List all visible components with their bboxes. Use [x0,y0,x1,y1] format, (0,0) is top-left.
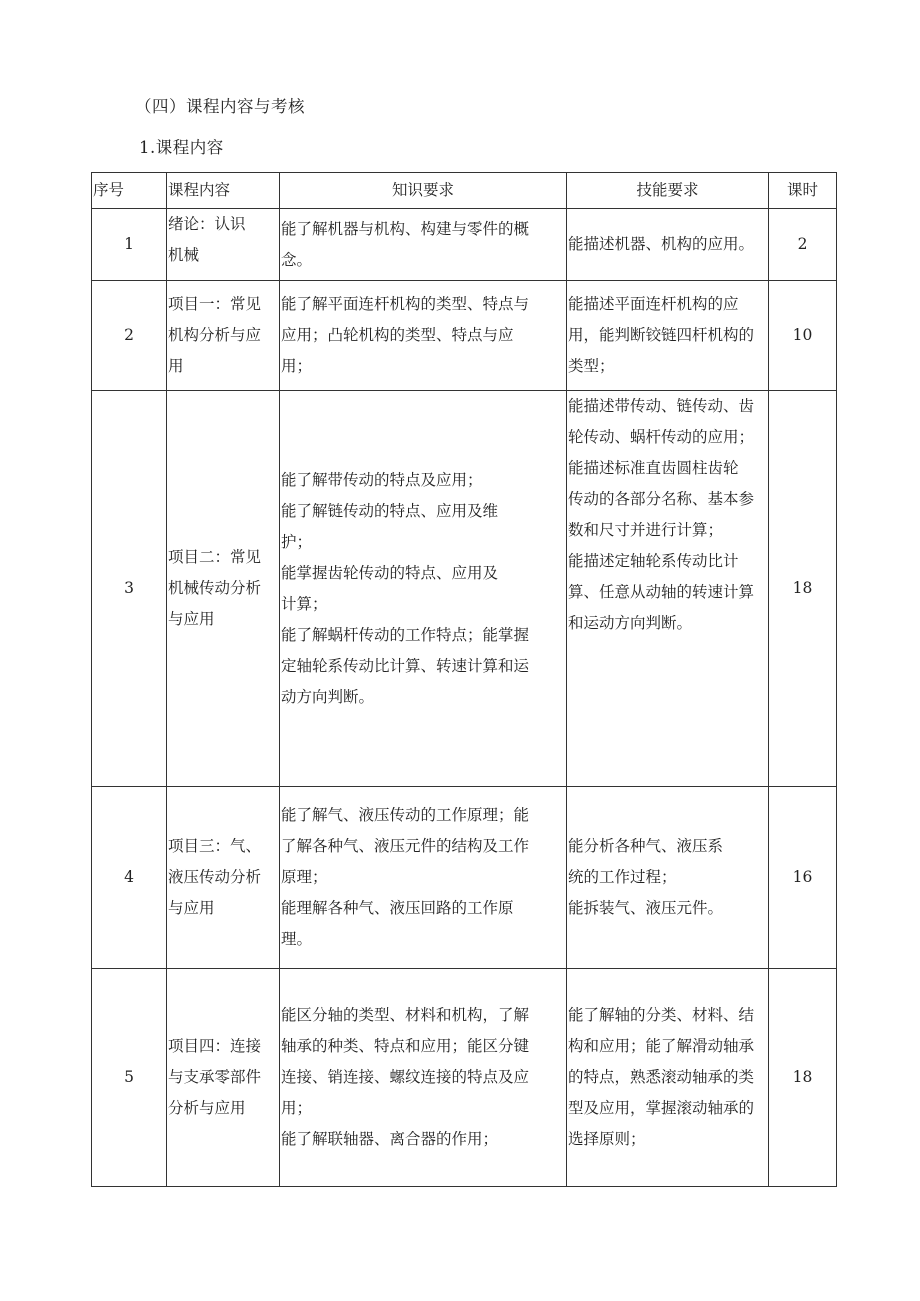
cell-hours: 2 [769,209,837,281]
cell-content-line: 绪论：认识 [168,215,246,233]
table-row [92,209,837,281]
cell-knowledge-line: 应用；凸轮机构的类型、特点与应 [281,326,514,344]
cell-knowledge [280,969,567,1187]
cell-skill-line: 能描述定轴轮系传动比计 [568,552,739,570]
cell-skill [567,209,769,281]
cell-knowledge-line: 能了解蜗杆传动的工作特点；能掌握 [281,625,530,644]
cell-hours: 16 [769,787,837,969]
cell-knowledge-line: 动方向判断。 [281,687,375,706]
cell-content-line: 项目四：连接 [168,1037,262,1055]
cell-content-line: 项目二：常见 [168,548,262,566]
cell-hours: 18 [769,969,837,1187]
cell-content-line: 与应用 [168,610,215,628]
cell-knowledge-line: 能了解平面连杆机构的类型、特点与 [281,295,530,313]
section-heading: （四）课程内容与考核 [135,97,305,116]
cell-hours: 10 [769,281,837,391]
table-row [92,391,837,787]
cell-knowledge-line: 原理； [281,868,328,886]
cell-knowledge-line: 能了解机器与机构、构建与零件的概 [281,219,530,238]
cell-knowledge-line: 能了解气、液压传动的工作原理；能 [281,806,530,824]
cell-skill-line: 型及应用，掌握滚动轴承的 [568,1099,755,1117]
cell-knowledge [280,787,567,969]
cell-content-line: 分析与应用 [168,1099,246,1117]
cell-skill-line: 算、任意从动轴的转速计算 [568,583,755,601]
cell-skill-line: 选择原则； [568,1130,646,1148]
cell-skill-line: 能描述平面连杆机构的应 [568,295,739,313]
cell-skill-line: 统的工作过程； [568,868,677,886]
cell-skill-line: 能描述带传动、链传动、齿 [568,397,755,415]
cell-skill [567,787,769,969]
cell-no: 3 [92,391,167,787]
cell-content [167,787,280,969]
course-content-table [91,172,837,1187]
cell-skill [567,391,769,787]
cell-skill-line: 用，能判断铰链四杆机构的 [568,326,755,344]
subsection-heading: 1.课程内容 [139,138,224,157]
cell-knowledge-line: 念。 [281,250,313,269]
cell-skill-line: 构和应用；能了解滑动轴承 [568,1037,755,1055]
cell-skill-line: 能描述机器、机构的应用。 [568,235,755,253]
cell-content-line: 机械传动分析 [168,579,262,597]
cell-content-line: 用 [168,357,184,375]
cell-skill-line: 能描述标准直齿圆柱齿轮 [568,459,739,477]
cell-content-line: 液压传动分析 [168,868,262,886]
cell-knowledge-line: 连接、销连接、螺纹连接的特点及应 [281,1068,530,1086]
cell-skill [567,281,769,391]
cell-skill [567,969,769,1187]
cell-no: 5 [92,969,167,1187]
cell-skill-line: 能了解轴的分类、材料、结 [568,1006,755,1024]
cell-knowledge-line: 能了解带传动的特点及应用； [281,470,483,489]
cell-knowledge-line: 用； [281,1099,313,1117]
cell-knowledge [280,391,567,787]
cell-content [167,209,280,281]
cell-knowledge-line: 了解各种气、液压元件的结构及工作 [281,837,530,855]
cell-no: 2 [92,281,167,391]
table-body [92,209,837,1187]
cell-knowledge-line: 护； [281,532,313,551]
cell-content-line: 与应用 [168,899,215,917]
cell-knowledge [280,281,567,391]
header-skill: 技能要求 [567,173,769,209]
cell-content-line: 与支承零部件 [168,1068,262,1086]
cell-knowledge-line: 能区分轴的类型、材料和机构，了解 [281,1006,530,1024]
header-knowledge: 知识要求 [280,173,567,209]
cell-knowledge-line: 计算； [281,594,328,613]
cell-skill-line: 轮传动、蜗杆传动的应用； [568,428,755,446]
table-row [92,787,837,969]
cell-content-line: 项目三：气、 [168,837,262,855]
cell-content [167,281,280,391]
header-no: 序号 [92,173,167,209]
header-content: 课程内容 [167,173,280,209]
cell-content-line: 机构分析与应 [168,326,262,344]
table-row [92,281,837,391]
header-hours: 课时 [769,173,837,209]
cell-content-line: 项目一：常见 [168,295,262,313]
cell-content-line: 机械 [168,246,200,264]
cell-knowledge-line: 轴承的种类、特点和应用；能区分键 [281,1037,530,1055]
table-row [92,969,837,1187]
cell-skill-line: 能分析各种气、液压系 [568,837,724,855]
cell-skill-line: 和运动方向判断。 [568,614,693,632]
cell-knowledge [280,209,567,281]
cell-hours: 18 [769,391,837,787]
cell-content [167,969,280,1187]
cell-knowledge-line: 能了解链传动的特点、应用及维 [281,501,499,520]
cell-knowledge-line: 能了解联轴器、离合器的作用； [281,1130,499,1148]
cell-content [167,391,280,787]
cell-no: 4 [92,787,167,969]
cell-skill-line: 类型； [568,357,615,375]
cell-knowledge-line: 能掌握齿轮传动的特点、应用及 [281,563,499,582]
cell-skill-line: 传动的各部分名称、基本参 [568,490,755,508]
cell-knowledge-line: 用； [281,357,313,375]
cell-skill-line: 能拆装气、液压元件。 [568,899,724,917]
cell-skill-line: 数和尺寸并进行计算； [568,521,724,539]
cell-knowledge-line: 定轴轮系传动比计算、转速计算和运 [281,656,530,675]
table-header-row [92,173,837,209]
cell-knowledge-line: 能理解各种气、液压回路的工作原 [281,899,514,917]
cell-no: 1 [92,209,167,281]
cell-knowledge-line: 理。 [281,930,313,948]
cell-skill-line: 的特点，熟悉滚动轴承的类 [568,1068,755,1086]
